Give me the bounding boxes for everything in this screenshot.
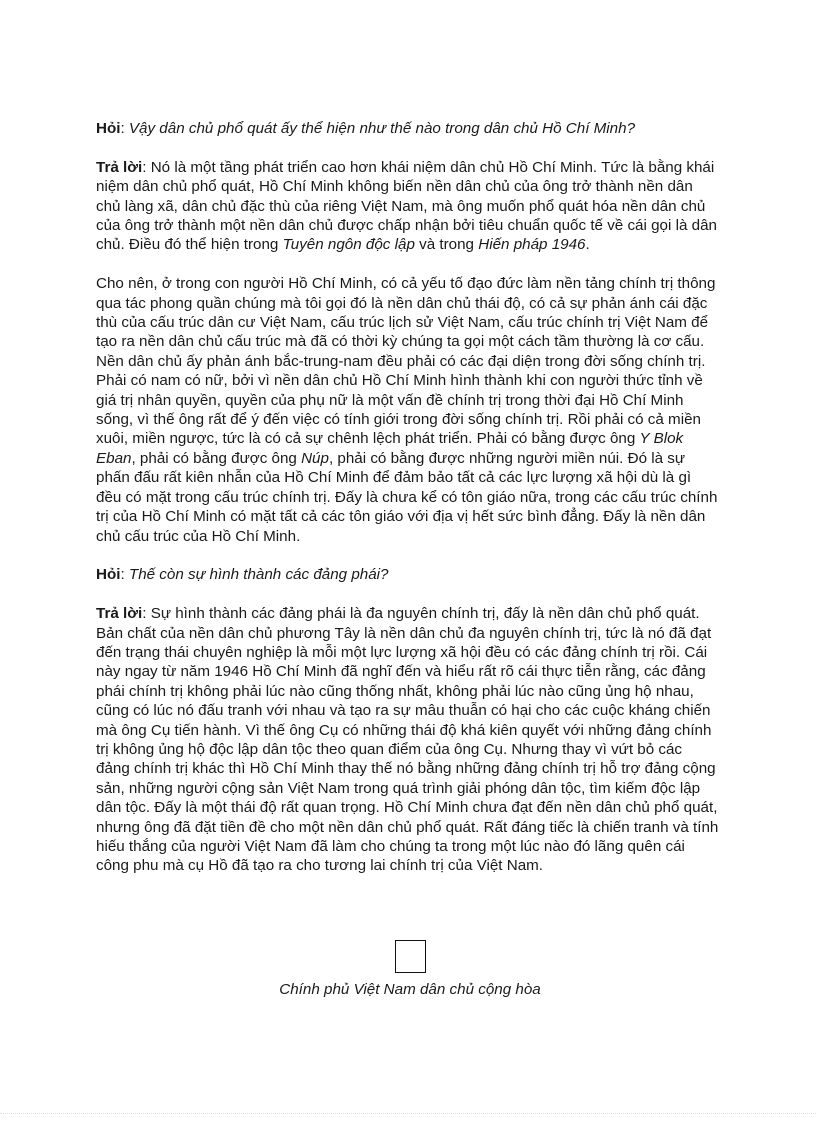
image-placeholder-frame <box>395 940 426 973</box>
question-1: Hỏi: Vậy dân chủ phổ quát ấy thể hiện như thế nào trong dân chủ Hồ Chí Minh? <box>96 120 636 137</box>
person-name-nup: Núp <box>301 449 329 467</box>
document-title-declaration: Tuyên ngôn độc lập <box>282 236 415 254</box>
answer-text: Nó là một tầng phát triển cao hơn khái niệm dân chủ Hồ Chí Minh. Tức là bằng khái niệm dân chủ phổ quát, Hồ Chí Minh không biến nền dân chủ của ông trở thành nền dân chủ làng xã, dân chủ đặc thù của riêng Việt Nam, mà ông muốn phổ quát hóa nền dân chủ của ông trở thành một nền dân chủ được chấp nhận bởi tiêu chuẩn quốc tế về cái gọi là dân chủ. Điều đó thể hiện trong <box>96 158 717 254</box>
answer-text: và trong <box>414 236 479 254</box>
question-label: Hỏi <box>96 120 121 137</box>
question-text: Thế còn sự hình thành các đảng phái? <box>128 566 389 584</box>
paragraph-text: Cho nên, ở trong con người Hồ Chí Minh, có cả yếu tố đạo đức làm nền tảng chính trị thông qua tác phong quần chúng mà tôi gọi đó là nền dân chủ thái độ, có cả sự phản ánh cái đặc thù của cấu trúc dân cư Việt Nam, cấu trúc lịch sử Việt Nam, cấu trúc chính trị Việt Nam để tạo ra nền dân chủ cấu trúc mà đã có thời kỳ chúng ta gọi một cách tầm thường là cơ cấu. Nền dân chủ ấy phản ánh bắc-trung-nam đều phải có các đại diện trong đời sống chính trị. Phải có nam có nữ, bởi vì nền dân chủ Hồ Chí Minh hình thành khi con người thức tỉnh về giá trị nhân quyền, quyền của phụ nữ là một vấn đề chính trị trong thời đại Hồ Chí Minh sống, vì thế ông rất để ý đến việc có tính giới trong đời sống chính trị. Rồi phải có cả miền xuôi, miền ngược, tức là có cả sự chênh lệch phát triển. Phải có bằng được ông <box>96 275 716 448</box>
paragraph-2 <box>96 274 720 546</box>
answer-2: Trả lời: Sự hình thành các đảng phái là đa nguyên chính trị, đấy là nền dân chủ phổ quát. Bản chất của nền dân chủ phương Tây là nền dân chủ đa nguyên chính trị, tức là nó đã đạt đến trạng thái chuyên nghiệp là mỗi một lực lượng xã hội đều có các đảng chính trị rồi. Cái này ngay từ năm 1946 Hồ Chí Minh đã nghĩ đến và hiểu rất rõ cái thực tiễn rằng, các đảng phái chính trị không phải lúc nào cũng thống nhất, không phải lúc nào cũng ủng hộ nhau, cũng có lúc nó đấu tranh với nhau và tạo ra sự mâu thuẫn có hại cho các cuộc kháng chiến mà ông Cụ tiến hành. Vì thế ông Cụ có những thái độ khá kiên quyết với những đảng chính trị không ủng hộ độc lập dân tộc theo quan điểm của ông Cụ. Nhưng thay vì vứt bỏ các đảng chính trị khác thì Hồ Chí Minh thay thế nó bằng những đảng chính trị hỗ trợ đảng cộng sản, những người cộng sản Việt Nam trong quá trình giải phóng dân tộc, tìm kiếm độc lập dân tộc. Đấy là một thái độ rất quan trọng. Hồ Chí Minh chưa đạt đến nền dân chủ phổ quát, nhưng ông đã đặt tiền đề cho một nền dân chủ phổ quát. Rất đáng tiếc là chiến tranh và tính hiếu thắng của người Việt Nam đã làm cho chúng ta trong một lúc nào đó lãng quên cái công phu mà cụ Hồ đã tạo ra cho tương lai chính trị của Việt Nam. <box>96 605 719 875</box>
figure-caption: Chính phủ Việt Nam dân chủ cộng hòa <box>279 981 541 998</box>
answer-text: . <box>585 236 590 254</box>
figure <box>270 940 550 999</box>
paragraph-text: , phải có bằng được ông <box>131 449 302 467</box>
document-title-constitution: Hiến pháp 1946 <box>478 236 586 254</box>
question-text: Vậy dân chủ phổ quát ấy thể hiện như thế nào trong dân chủ Hồ Chí Minh? <box>128 120 636 137</box>
person-name-y-blok-eban: Y Blok Eban <box>96 430 684 467</box>
answer-1: Trả lời: Nó là một tầng phát triển cao hơn khái niệm dân chủ Hồ Chí Minh. Tức là bằng khái niệm dân chủ phổ quát, Hồ Chí Minh không biến nền dân chủ của ông trở thành nền dân chủ làng xã, dân chủ đặc thù của riêng Việt Nam, mà ông muốn phổ quát hóa nền dân chủ của ông trở thành một nền dân chủ được chấp nhận bởi tiêu chuẩn quốc tế về cái gọi là dân chủ. Điều đó thể hiện trong Tuyên ngôn độc lập và trong Hiến pháp 1946. <box>96 158 717 254</box>
page-bottom-divider <box>0 1113 816 1114</box>
answer-text: Sự hình thành các đảng phái là đa nguyên chính trị, đấy là nền dân chủ phổ quát. Bản chất của nền dân chủ phương Tây là nền dân chủ đa nguyên chính trị, tức là nó đã đạt đến trạng thái chuyên nghiệp là mỗi một lực lượng xã hội đều có các đảng chính trị rồi. Cái này ngay từ năm 1946 Hồ Chí Minh đã nghĩ đến và hiểu rất rõ cái thực tiễn rằng, các đảng phái chính trị không phải lúc nào cũng thống nhất, không phải lúc nào cũng ủng hộ nhau, cũng có lúc nó đấu tranh với nhau và tạo ra sự mâu thuẫn có hại cho các cuộc kháng chiến mà ông Cụ tiến hành. Vì thế ông Cụ có những thái độ khá kiên quyết với những đảng chính trị không ủng hộ độc lập dân tộc theo quan điểm của ông Cụ. Nhưng thay vì vứt bỏ các đảng chính trị khác thì Hồ Chí Minh thay thế nó bằng những đảng chính trị hỗ trợ đảng cộng sản, những người cộng sản Việt Nam trong quá trình giải phóng dân tộc, tìm kiếm độc lập dân tộc. Đấy là một thái độ rất quan trọng. Hồ Chí Minh chưa đạt đến nền dân chủ phổ quát, nhưng ông đã đặt tiền đề cho một nền dân chủ phổ quát. Rất đáng tiếc là chiến tranh và tính hiếu thắng của người Việt Nam đã làm cho chúng ta trong một lúc nào đó lãng quên cái công phu mà cụ Hồ đã tạo ra cho tương lai chính trị của Việt Nam. <box>96 605 719 875</box>
question-label: Hỏi <box>96 566 121 584</box>
answer-label: Trả lời <box>96 605 143 623</box>
answer-label: Trả lời <box>96 158 143 176</box>
document-body <box>96 119 720 895</box>
question-2: Hỏi: Thế còn sự hình thành các đảng phái? <box>96 566 389 584</box>
paragraph-text: , phải có bằng được những người miền núi. Đó là sự phấn đấu rất kiên nhẫn của Hồ Chí Minh để đảm bảo tất cả các lực lượng xã hội dù là gì đều có mặt trong cấu trúc chính trị. Đấy là chưa kể có tôn giáo nữa, trong các cấu trúc chính trị của Hồ Chí Minh có mặt tất cả các tôn giáo với địa vị hết sức bình đẳng. Đấy là nền dân chủ cấu trúc của Hồ Chí Minh. <box>96 449 718 545</box>
